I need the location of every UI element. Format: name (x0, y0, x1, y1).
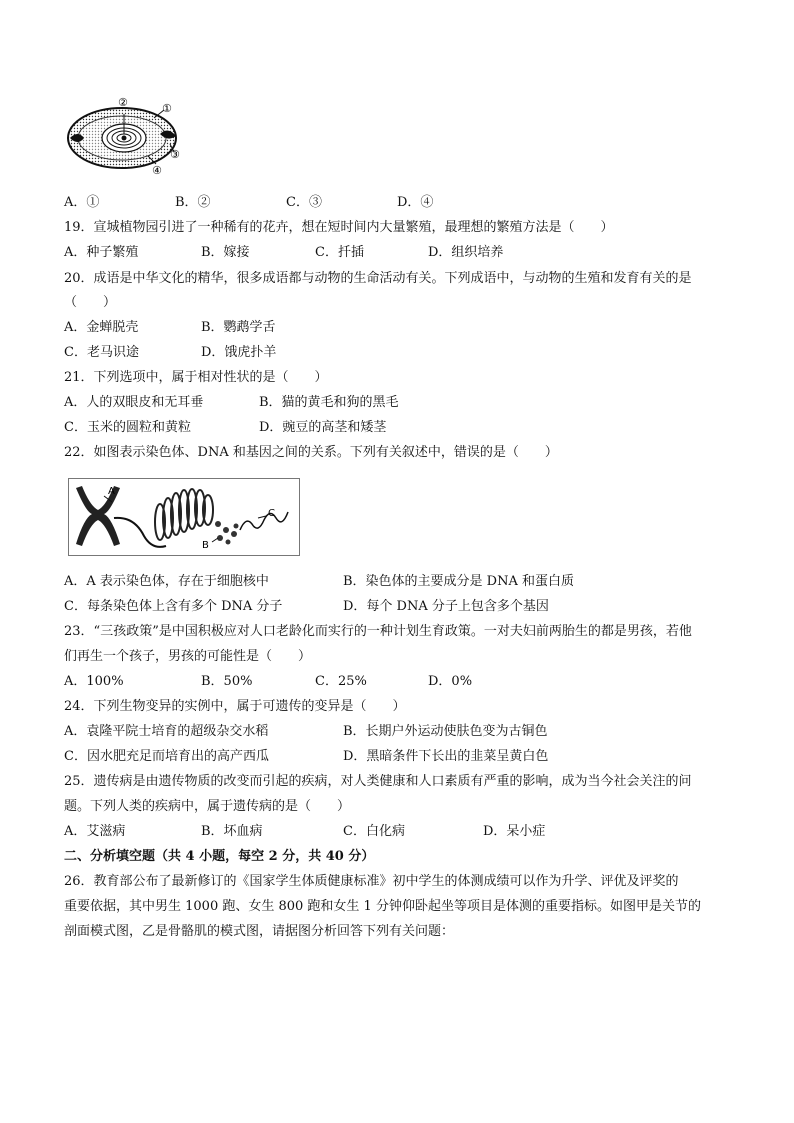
q22-option-b: B．染色体的主要成分是 DNA 和蛋白质 (343, 574, 575, 589)
fig-label-3: ③ (170, 148, 180, 161)
seed-structure-figure (64, 94, 192, 176)
q19-option-c: C．扦插 (315, 245, 364, 260)
q22-option-a: A．A 表示染色体，存在于细胞核中 (64, 574, 269, 589)
q25-option-a: A．艾滋病 (64, 824, 126, 839)
q21-option-a: A．人的双眼皮和无耳垂 (64, 395, 204, 410)
q23-stem-line2: 们再生一个孩子，男孩的可能性是（ ） (64, 649, 312, 664)
q25-option-c: C．白化病 (343, 824, 405, 839)
q26-line3: 剖面模式图，乙是骨骼肌的模式图，请据图分析回答下列有关问题： (64, 924, 455, 939)
q22-option-c: C．每条染色体上含有多个 DNA 分子 (64, 599, 283, 614)
fig-label-2: ② (118, 96, 128, 109)
q20-option-b: B．鹦鹉学舌 (201, 320, 276, 335)
center-dot (122, 136, 127, 141)
q19-stem: 19．宣城植物园引进了一种稀有的花卉，想在短时间内大量繁殖，最理想的繁殖方法是（ ） (64, 220, 614, 235)
q20-stem-line2: （ ） (64, 295, 117, 310)
q22-stem: 22．如图表示染色体、DNA 和基因之间的关系。下列有关叙述中，错误的是（ ） (64, 445, 558, 460)
q23-stem-line1: 23．“三孩政策”是中国积极应对人口老龄化而实行的一种计划生育政策。一对夫妇前两胎生的都是男孩，若他 (64, 624, 692, 639)
q19-option-a: A．种子繁殖 (64, 245, 139, 260)
q20-option-d: D．饿虎扑羊 (201, 345, 277, 360)
q25-stem-line1: 25．遗传病是由遗传物质的改变而引起的疾病，对人类健康和人口素质有严重的影响，成为当今社会关注的问 (64, 774, 692, 789)
fig-label-a: A (108, 486, 115, 497)
q22-option-d: D．每个 DNA 分子上包含多个基因 (343, 599, 549, 614)
q21-option-d: D．豌豆的高茎和矮茎 (259, 420, 387, 435)
q26-line1: 26．教育部公布了最新修订的《国家学生体质健康标准》初中学生的体测成绩可以作为升学、评优及评奖的 (64, 874, 679, 889)
q20-option-c: C．老马识途 (64, 345, 139, 360)
q26-line2: 重要依据，其中男生 1000 跑、女生 800 跑和女生 1 分钟仰卧起坐等项目是体测的重要指标。如图甲是关节的 (64, 899, 701, 914)
q24-stem: 24．下列生物变异的实例中，属于可遗传的变异是（ ） (64, 699, 406, 714)
chromosome-dna-figure (68, 478, 300, 556)
q18-option-a: A．① (64, 195, 100, 210)
q23-option-a: A．100% (64, 674, 124, 689)
q21-option-b: B．猫的黄毛和狗的黑毛 (259, 395, 399, 410)
q19-option-d: D．组织培养 (428, 245, 504, 260)
section-heading: 二、分析填空题（共 4 小题，每空 2 分，共 40 分） (64, 849, 375, 864)
q18-option-d: D．④ (397, 195, 434, 210)
q24-option-d: D．黑暗条件下长出的韭菜呈黄白色 (343, 749, 549, 764)
q21-option-c: C．玉米的圆粒和黄粒 (64, 420, 191, 435)
q18-option-b: B．② (175, 195, 211, 210)
fig-label-b: B (202, 540, 209, 551)
q20-option-a: A．金蝉脱壳 (64, 320, 139, 335)
q21-stem: 21．下列选项中，属于相对性状的是（ ） (64, 370, 328, 385)
q25-option-d: D．呆小症 (483, 824, 546, 839)
fig-label-c: C (268, 508, 275, 519)
q25-option-b: B．坏血病 (201, 824, 263, 839)
q18-option-c: C．③ (286, 195, 322, 210)
q23-option-c: C．25% (315, 674, 367, 689)
q23-option-d: D．0% (428, 674, 473, 689)
q24-option-b: B．长期户外运动使肤色变为古铜色 (343, 724, 548, 739)
q24-option-c: C．因水肥充足而培育出的高产西瓜 (64, 749, 269, 764)
q23-option-b: B．50% (201, 674, 253, 689)
q25-stem-line2: 题。下列人类的疾病中，属于遗传病的是（ ） (64, 799, 351, 814)
q24-option-a: A．袁隆平院士培育的超级杂交水稻 (64, 724, 269, 739)
fig-label-4: ④ (152, 164, 162, 176)
q19-option-b: B．嫁接 (201, 245, 250, 260)
q20-stem-line1: 20．成语是中华文化的精华，很多成语都与动物的生命活动有关。下列成语中，与动物的生殖和发育有关的是 (64, 271, 692, 286)
fig-label-1: ① (162, 102, 172, 115)
